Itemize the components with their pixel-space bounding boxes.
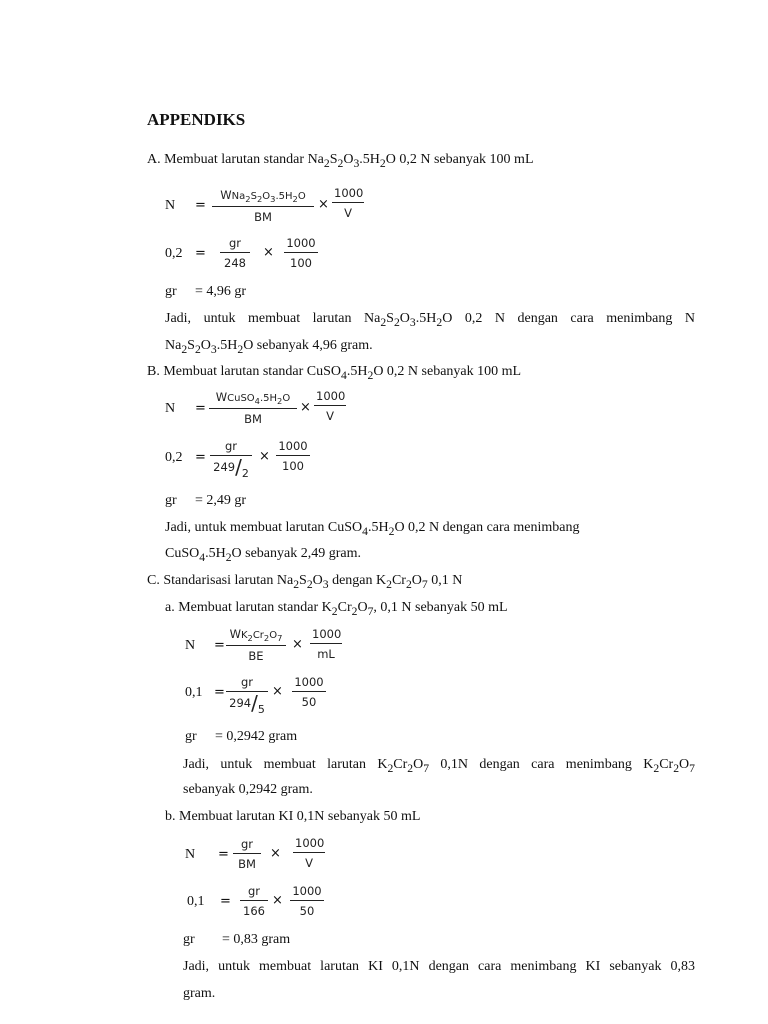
fraction-gr-over-bm: $\frac{gr}{BM}$ (233, 837, 261, 871)
section-c-a-eq2-lhs: 0,1 (185, 685, 203, 700)
section-a-conclusion-line1: Jadi, untuk membuat larutan $Na_2S_2O_3.5H_2O$ 0,2 N dengan cara menimbang N (165, 311, 695, 329)
times-sign: × (259, 449, 270, 464)
page-title: APPENDIKS (147, 110, 246, 129)
section-b-eq2-lhs: 0,2 (165, 450, 183, 465)
fraction-gr-over-249-2: $\frac{gr}{249/2}$ (210, 439, 252, 474)
section-c-a-conclusion-line1: Jadi, untuk membuat larutan $K_2Cr_2O_7$ 0,1N dengan cara menimbang $K_2Cr_2O_7$ (183, 757, 695, 775)
fraction-1000-over-v: $\frac{1000}{V}$ (295, 836, 325, 870)
times-sign: × (318, 197, 329, 212)
fraction-1000-over-v: $\frac{1000}{V}$ (334, 186, 364, 220)
fraction-1000-over-100: $\frac{1000}{100}$ (284, 236, 318, 270)
fraction-1000-over-ml: $\frac{1000}{mL}$ (312, 627, 342, 661)
equals-sign: = (220, 894, 231, 909)
equals-sign: = (195, 450, 206, 465)
section-c-a-result-lhs: gr (185, 729, 197, 744)
section-c-a-eq1-lhs: N (185, 638, 196, 653)
section-c-b-conclusion-line2: gram. (183, 986, 216, 1001)
fraction-gr-over-248: $\frac{gr}{248}$ (220, 236, 250, 270)
section-c-b-eq2-lhs: 0,1 (187, 894, 205, 909)
section-c-a-result-value: = 0,2942 gram (215, 729, 298, 744)
section-b-heading: B. Membuat larutan standar $CuSO_4.5H_2O$ 0,2 N sebanyak 100 mL (147, 364, 522, 382)
section-a-heading: A. Membuat larutan standar $Na_2S_2O_3.5H_2O$ 0,2 N sebanyak 100 mL (147, 152, 534, 170)
fraction-1000-over-100: $\frac{1000}{100}$ (276, 439, 310, 473)
section-a-result-value: = 4,96 gr (195, 284, 247, 299)
section-b-conclusion-line2: $CuSO_4.5H_2O$ sebanyak 2,49 gram. (165, 546, 361, 564)
section-c-b-eq1-lhs: N (185, 847, 196, 862)
fraction-1000-over-50: $\frac{1000}{50}$ (290, 884, 324, 918)
section-c-b-heading: b. Membuat larutan KI 0,1N sebanyak 50 mL (165, 809, 421, 824)
section-a-result-lhs: gr (165, 284, 177, 299)
fraction-1000-over-v: $\frac{1000}{V}$ (316, 389, 346, 423)
section-a-eq2-lhs: 0,2 (165, 246, 183, 261)
section-c-a-conclusion-line2: sebanyak 0,2942 gram. (183, 782, 313, 797)
fraction-gr-over-294-5: $\frac{gr}{294/5}$ (226, 675, 268, 710)
section-c-b-conclusion-line1: Jadi, untuk membuat larutan KI 0,1N dengan cara menimbang KI sebanyak 0,83 (183, 959, 695, 974)
section-a-conclusion-line2: $Na_2S_2O_3.5H_2O$ sebanyak 4,96 gram. (165, 338, 373, 356)
times-sign: × (272, 893, 283, 908)
section-b-eq1-lhs: N (165, 401, 176, 416)
section-c-b-result-value: = 0,83 gram (222, 932, 291, 947)
times-sign: × (300, 400, 311, 415)
equals-sign: = (195, 198, 206, 213)
section-c-a-heading: a. Membuat larutan standar $K_2Cr_2O_7$, 0,1 N sebanyak 50 mL (165, 600, 508, 618)
fraction-w-cuso4-over-bm: $WCuSO_4.5H_2O$ BM (209, 390, 297, 426)
equals-sign: = (195, 401, 206, 416)
times-sign: × (270, 846, 281, 861)
equals-sign: = (218, 847, 229, 862)
section-c-b-result-lhs: gr (183, 932, 195, 947)
section-a-eq1-lhs: N (165, 198, 176, 213)
section-c-heading: C. Standarisasi larutan $Na_2S_2O_3$ dengan $K_2Cr_2O_7$ 0,1 N (147, 573, 463, 591)
equals-sign: = (214, 638, 225, 653)
fraction-gr-over-166: $\frac{gr}{166}$ (240, 884, 268, 918)
times-sign: × (292, 637, 303, 652)
equals-sign: = (214, 685, 225, 700)
times-sign: × (272, 684, 283, 699)
times-sign: × (263, 245, 274, 260)
section-b-conclusion-line1: Jadi, untuk membuat larutan $CuSO_4.5H_2O$ 0,2 N dengan cara menimbang (165, 520, 580, 538)
section-b-result-lhs: gr (165, 493, 177, 508)
section-b-result-value: = 2,49 gr (195, 493, 247, 508)
fraction-w-over-bm: $WNa_2S_2O_3.5H_2O$ BM (212, 188, 314, 224)
equals-sign: = (195, 246, 206, 261)
fraction-1000-over-50: $\frac{1000}{50}$ (292, 675, 326, 709)
fraction-w-k2cr2o7-over-be: $\frac{WK_2Cr_2O_7}{BE}$ (226, 627, 286, 663)
